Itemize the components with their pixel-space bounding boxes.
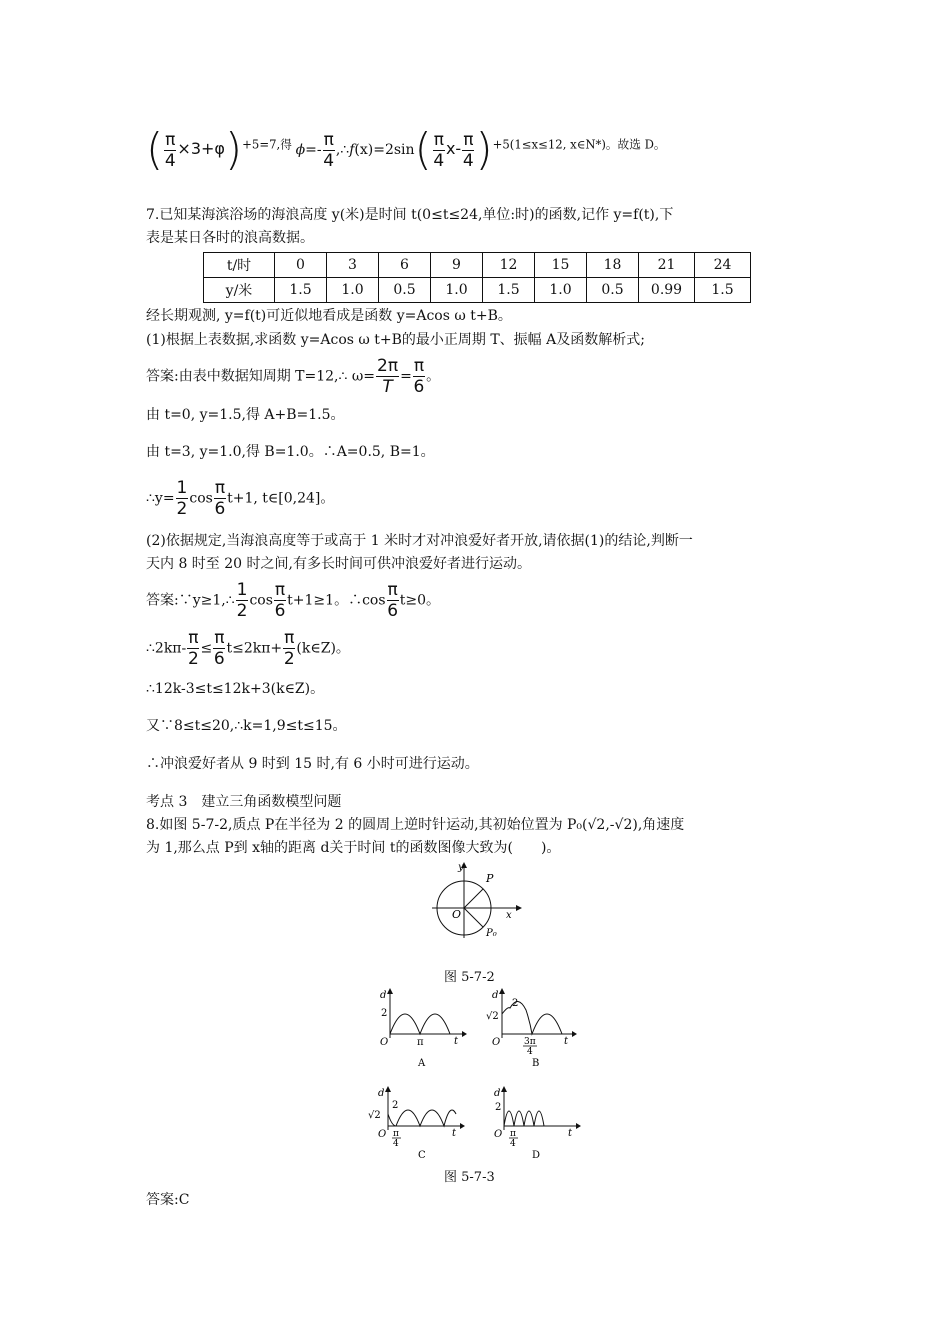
q7-answer9: ∴冲浪爱好者从 9 时到 15 时,有 6 小时可进行运动。 bbox=[146, 756, 479, 772]
section-heading: 考点 3 建立三角函数模型问题 bbox=[146, 794, 342, 810]
graph-D-xtick-den: 4 bbox=[510, 1139, 516, 1149]
table-row bbox=[204, 278, 751, 303]
table-cell: y/米 bbox=[204, 278, 275, 303]
table-cell: 3 bbox=[327, 253, 379, 278]
wave-table bbox=[203, 252, 751, 303]
graph-D-d: d bbox=[494, 1088, 501, 1099]
graph-B bbox=[486, 988, 578, 1072]
graph-A-label: A bbox=[418, 1058, 426, 1069]
graph-B-xtick-den: 4 bbox=[527, 1047, 533, 1057]
q7-line3: 经长期观测, y=f(t)可近似地看成是函数 y=Acos ω t+B。 bbox=[146, 308, 512, 324]
q7-answer7: ∴12k-3≤t≤12k+3(k∈Z)。 bbox=[146, 681, 325, 697]
label-x: x bbox=[506, 910, 512, 921]
label-y: y bbox=[458, 862, 464, 873]
graph-D-ytick: 2 bbox=[495, 1102, 502, 1113]
table-cell: 21 bbox=[639, 253, 695, 278]
table-cell: 1.0 bbox=[431, 278, 483, 303]
top-formula-line: ( $\frac{\pi}{4}$ ×3+φ)$^{+5=7,得}$ ϕ=- $\frac{\pi}{4}$ ,∴f(x)=2sin( $\frac{\pi}{4}$ x- $\frac{\pi}{4}$ )$^{+5(1\le x\le 12, x\in N*)。故选 D。}$ bbox=[146, 124, 666, 175]
graph-C-label: C bbox=[418, 1150, 426, 1161]
label-P: P bbox=[486, 872, 494, 885]
graph-D-t: t bbox=[568, 1128, 573, 1139]
graph-B-O: O bbox=[492, 1037, 501, 1048]
q7-line6: 天内 8 时至 20 时之间,有多长时间可供冲浪爱好者进行运动。 bbox=[146, 556, 531, 572]
q7-answer8: 又∵8≤t≤20,∴k=1,9≤t≤15。 bbox=[146, 718, 347, 734]
table-cell: 1.5 bbox=[695, 278, 751, 303]
q7-answer3: 由 t=3, y=1.0,得 B=1.0。∴A=0.5, B=1。 bbox=[146, 444, 435, 460]
table-cell: 15 bbox=[535, 253, 587, 278]
table-cell: 6 bbox=[379, 253, 431, 278]
graph-A-t: t bbox=[454, 1036, 459, 1047]
graph-C-xtick-den: 4 bbox=[393, 1139, 399, 1149]
q7-line5: (2)依据规定,当海浪高度等于或高于 1 米时才对冲浪爱好者开放,请依据(1)的结论,判断一 bbox=[146, 533, 693, 549]
q7-answer1: 答案:由表中数据知周期 T=12,∴ ω= $\frac{2\pi}{T}$ = $\frac{\pi}{6}$ 。 bbox=[146, 356, 441, 397]
label-P0: P₀ bbox=[486, 928, 497, 939]
graph-C bbox=[366, 1086, 466, 1164]
table-cell: 18 bbox=[587, 253, 639, 278]
graph-C-ytick: 2 bbox=[392, 1100, 399, 1111]
graph-A-O: O bbox=[380, 1037, 389, 1048]
graph-B-d: d bbox=[492, 990, 499, 1001]
table-cell: 9 bbox=[431, 253, 483, 278]
q7-line4: (1)根据上表数据,求函数 y=Acos ω t+B的最小正周期 T、振幅 A及函数解析式; bbox=[146, 332, 645, 348]
q8-line1: 8.如图 5-7-2,质点 P在半径为 2 的圆周上逆时针运动,其初始位置为 P₀(√2,-√2),角速度 bbox=[146, 817, 685, 833]
table-row bbox=[204, 253, 751, 278]
graph-A-xtick: π bbox=[417, 1037, 424, 1048]
table-cell: 0 bbox=[275, 253, 327, 278]
table-cell: 1.5 bbox=[275, 278, 327, 303]
graph-B-label: B bbox=[532, 1058, 540, 1069]
table-cell: 1.5 bbox=[483, 278, 535, 303]
graph-C-ytick2: √2 bbox=[368, 1110, 381, 1121]
graph-C-t: t bbox=[452, 1128, 457, 1139]
table-cell: 1.0 bbox=[327, 278, 379, 303]
graph-B-xtick-num: 3π bbox=[524, 1037, 536, 1047]
q8-line2: 为 1,那么点 P到 x轴的距离 d关于时间 t的函数图像大致为( )。 bbox=[146, 840, 561, 856]
graph-A bbox=[376, 988, 468, 1072]
graph-B-t: t bbox=[564, 1036, 569, 1047]
graph-A-d: d bbox=[380, 990, 387, 1001]
q7-answer2: 由 t=0, y=1.5,得 A+B=1.5。 bbox=[146, 407, 345, 423]
graph-B-ytick2: √2 bbox=[486, 1011, 499, 1022]
graph-C-xtick-num: π bbox=[393, 1129, 399, 1139]
q7-answer6: ∴2kπ- $\frac{\pi}{2}$ ≤ $\frac{\pi}{6}$ t≤2kπ+ $\frac{\pi}{2}$ (k∈Z)。 bbox=[146, 628, 350, 669]
graph-D-O: O bbox=[494, 1129, 503, 1140]
graph-D-label: D bbox=[532, 1150, 541, 1161]
q7-answer4: ∴y= $\frac{1}{2}$ cos $\frac{\pi}{6}$ t+1, t∈[0,24]。 bbox=[146, 478, 335, 519]
graph-A-ytick: 2 bbox=[381, 1008, 388, 1019]
table-cell: 0.99 bbox=[639, 278, 695, 303]
q7-line1: 7.已知某海滨浴场的海浪高度 y(米)是时间 t(0≤t≤24,单位:时)的函数,记作 y=f(t),下 bbox=[146, 207, 674, 223]
q7-answer5: 答案:∵y≥1,∴ $\frac{1}{2}$ cos $\frac{\pi}{6}$ t+1≥1。∴cos $\frac{\pi}{6}$ t≥0。 bbox=[146, 580, 441, 621]
q7-line2: 表是某日各时的浪高数据。 bbox=[146, 230, 314, 246]
circle-figure bbox=[428, 860, 524, 940]
q8-answer: 答案:C bbox=[146, 1192, 190, 1208]
figure-caption-2: 图 5-7-3 bbox=[444, 1170, 495, 1185]
table-cell: 1.0 bbox=[535, 278, 587, 303]
graph-D bbox=[490, 1086, 586, 1164]
graph-C-d: d bbox=[378, 1088, 385, 1099]
graph-B-ytick: 2 bbox=[512, 998, 519, 1009]
table-cell: 0.5 bbox=[587, 278, 639, 303]
label-O: O bbox=[452, 908, 462, 921]
graph-C-O: O bbox=[378, 1129, 387, 1140]
table-cell: 24 bbox=[695, 253, 751, 278]
table-cell: 12 bbox=[483, 253, 535, 278]
figure-caption-1: 图 5-7-2 bbox=[444, 970, 495, 985]
table-cell: t/时 bbox=[204, 253, 275, 278]
graph-D-xtick-num: π bbox=[510, 1129, 516, 1139]
table-cell: 0.5 bbox=[379, 278, 431, 303]
